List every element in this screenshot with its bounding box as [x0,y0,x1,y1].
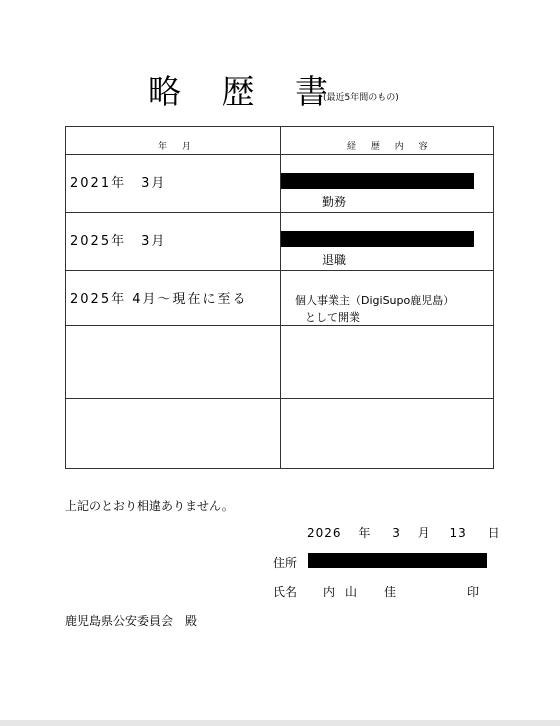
row1-redaction-bar [281,173,474,189]
row3-date: 2025年 4月～現在に至る [70,292,248,307]
signature-date [307,524,501,541]
table-row-divider [66,325,493,326]
row1-date: 2021年 3月 [70,176,167,191]
title-char-3: 書 [295,72,328,111]
date-month: 3 [392,526,401,540]
history-table [65,126,494,469]
row3-content-line2: として開業 [305,311,360,324]
address-label: 住所 [273,556,298,570]
table-header-divider [66,154,493,155]
date-day-unit: 日 [487,526,501,540]
document-title [148,66,328,113]
table-row-divider [66,398,493,399]
name-label: 氏名 [273,585,298,599]
name-char-3: 佳 [384,585,397,599]
row2-date: 2025年 3月 [70,234,167,249]
date-day: 13 [449,526,467,540]
row2-redaction-bar [281,231,474,247]
name-char-2: 山 [345,585,358,599]
row3-content-line1: 個人事業主（DigiSupo鹿児島） [295,294,455,307]
header-year-month: 年 月 [158,142,197,152]
address-redaction-bar [308,553,487,568]
table-row-divider [66,270,493,271]
name-char-1: 内 [323,585,336,599]
row1-content: 勤務 [322,195,347,209]
header-history-content: 経 歴 内 容 [347,142,434,152]
row2-content: 退職 [322,253,347,267]
title-char-2: 歴 [221,72,255,111]
page-bottom-edge [0,720,560,726]
title-char-1: 略 [148,72,181,111]
date-year: 2026 [307,526,342,540]
declaration-text: 上記のとおり相違ありません。 [65,499,234,513]
table-row-divider [66,212,493,213]
date-month-unit: 月 [417,526,431,540]
seal-mark: 印 [467,585,480,599]
document-subtitle: (最近5年間のもの) [323,93,399,103]
addressee: 鹿児島県公安委員会 殿 [65,614,198,628]
date-year-unit: 年 [358,526,372,540]
